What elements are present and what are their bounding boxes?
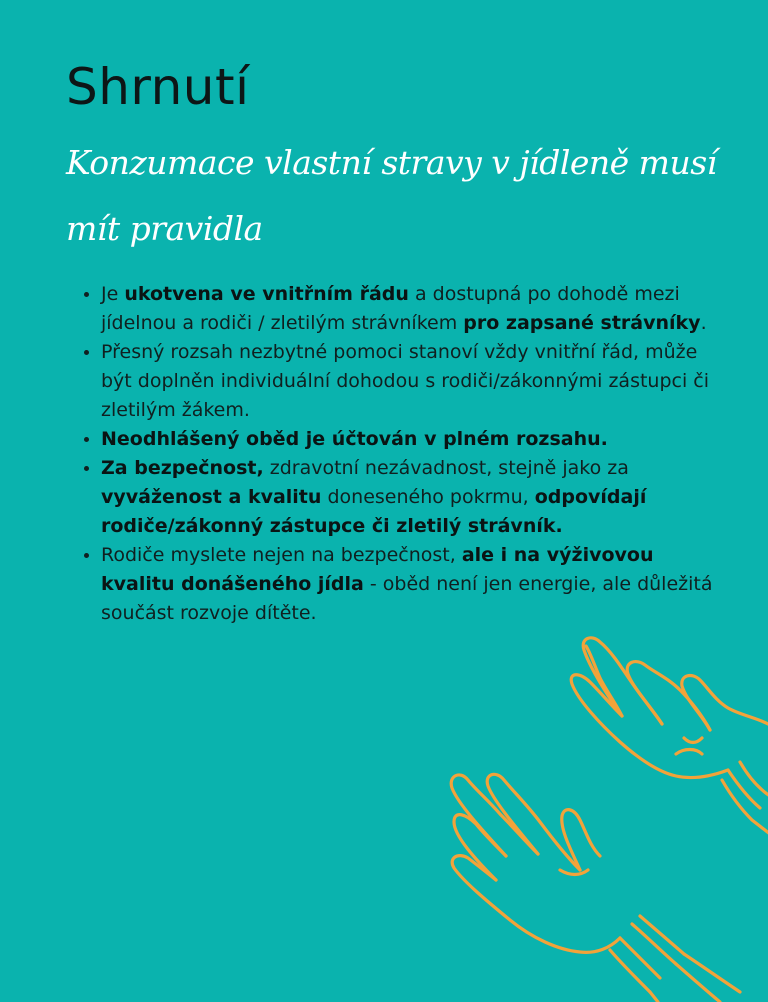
right-hand-icon — [571, 638, 768, 834]
bullet-text: - oběd není jen energie, ale důležitá součást rozvoje dítěte. — [101, 573, 713, 624]
summary-bullet-item — [101, 338, 726, 425]
bullet-text: Přesný rozsah nezbytné pomoci stanoví vždy vnitřní řád, může být doplněn individuální dohodou s rodiči/zákonnými zástupci či zletilým žákem. — [101, 341, 710, 421]
bullet-bold-text: pro zapsané strávníky — [463, 312, 701, 334]
summary-bullet-item — [101, 541, 726, 628]
bullet-text: a dostupná po dohodě mezi jídelnou a rodiči / zletilým strávníkem — [101, 283, 680, 334]
page-subtitle: Konzumace vlastní stravy v jídleně musí mít pravidla — [66, 143, 717, 248]
bullet-text: Rodiče myslete nejen na bezpečnost, — [101, 544, 462, 566]
bullet-bold-text: odpovídají rodiče/zákonný zástupce či zletilý strávník. — [101, 486, 647, 537]
bullet-bold-text: Neodhlášený oběd je účtován v plném rozsahu. — [101, 428, 608, 450]
summary-bullet-item — [101, 425, 726, 454]
bullet-text: . — [700, 312, 707, 334]
bullet-text: zdravotní nezávadnost, stejně jako za — [263, 457, 629, 479]
summary-bullet-list — [76, 280, 726, 628]
bullet-text: doneseného pokrmu, — [321, 486, 535, 508]
summary-bullet-item — [101, 280, 726, 338]
bullet-bold-text: Za bezpečnost, — [101, 457, 264, 479]
bullet-bold-text: ale i na výživovou kvalitu donášeného jídla — [101, 544, 654, 595]
bullet-bold-text: ukotvena ve vnitřním řádu — [124, 283, 409, 305]
bullet-text: Je — [101, 283, 125, 305]
bullet-bold-text: vyváženost a kvalitu — [101, 486, 322, 508]
left-hand-icon — [451, 774, 740, 1002]
raised-hands-icon — [440, 620, 768, 1002]
page-title: Shrnutí — [66, 58, 250, 116]
summary-bullet-item — [101, 454, 726, 541]
